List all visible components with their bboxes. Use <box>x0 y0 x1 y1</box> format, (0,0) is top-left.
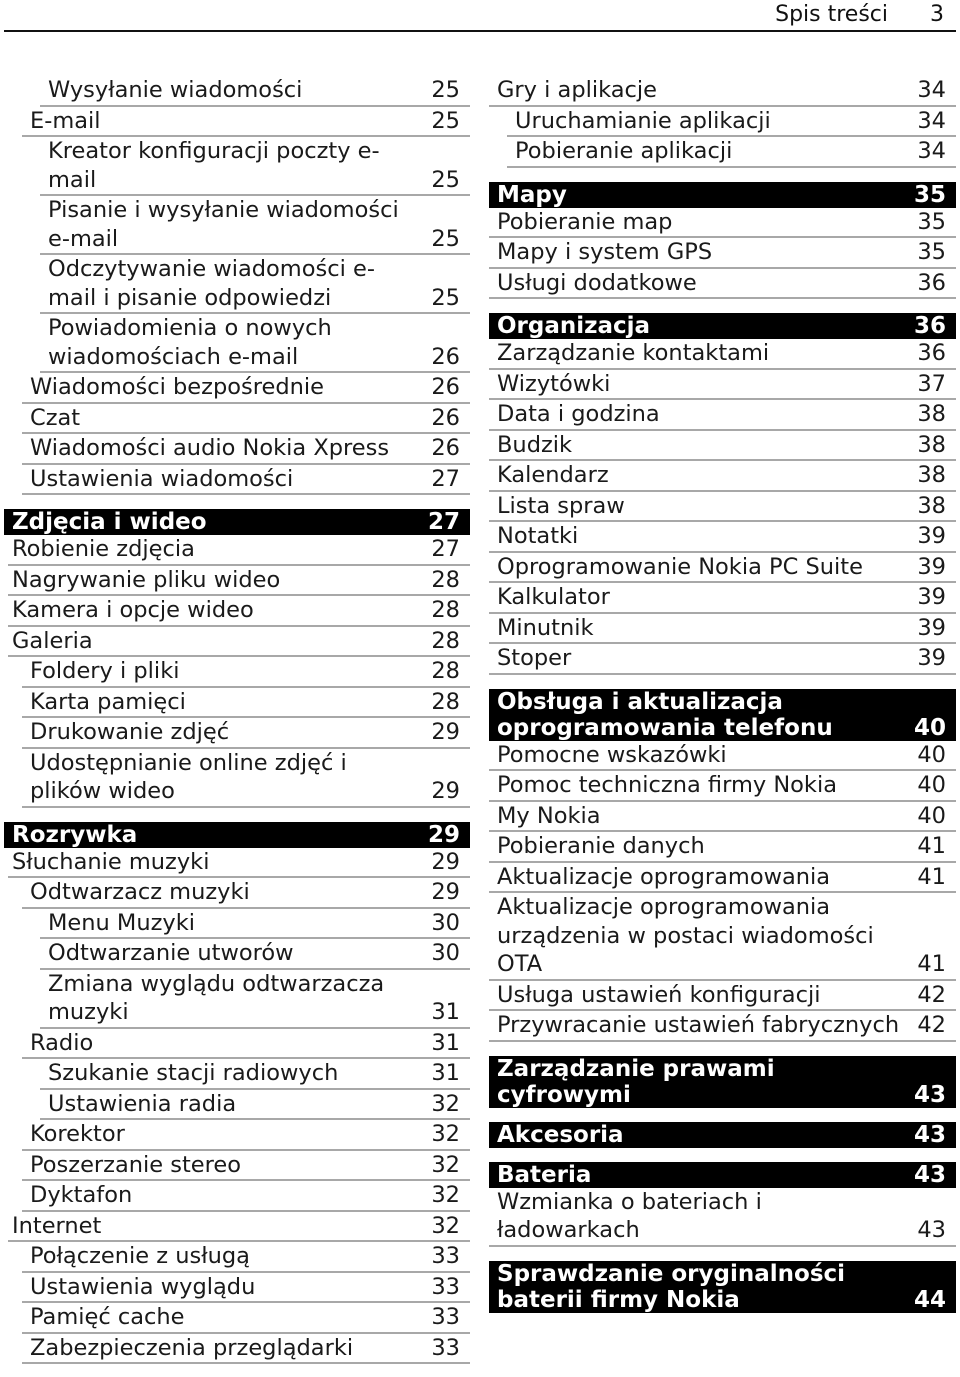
toc-entry-title: Robienie zdjęcia <box>12 536 195 562</box>
toc-entry[interactable] <box>0 878 470 909</box>
toc-entry-page: 40 <box>917 802 946 829</box>
toc-entry-page: 44 <box>913 1286 946 1313</box>
toc-entry[interactable] <box>0 404 470 435</box>
toc-entry[interactable] <box>0 1090 470 1121</box>
toc-entry-page: 25 <box>431 284 460 311</box>
toc-entry-box <box>489 1122 956 1148</box>
toc-entry-page: 38 <box>917 401 946 427</box>
toc-entry-title: Galeria <box>12 627 93 654</box>
toc-entry-page: 28 <box>431 688 460 715</box>
toc-entry-page: 38 <box>917 462 946 488</box>
toc-entry-box <box>8 627 470 658</box>
toc-section-heading[interactable] <box>489 182 956 208</box>
toc-entry-title: Bateria <box>497 1161 592 1188</box>
toc-entry-box <box>489 1261 956 1313</box>
toc-entry-title: E-mail <box>30 107 101 134</box>
toc-entry-box <box>489 802 956 833</box>
toc-entry-page: 35 <box>913 181 946 208</box>
toc-entry-title: Dyktafon <box>30 1182 133 1208</box>
toc-entry-box <box>489 583 956 614</box>
toc-right-column <box>489 76 956 1313</box>
toc-entry-page: 41 <box>917 951 946 977</box>
toc-entry-box <box>40 196 470 255</box>
toc-entry-title: Aktualizacje oprogramowania urządzenia w postaci wiadomości OTA <box>497 894 874 977</box>
toc-entry-page: 32 <box>431 1182 460 1208</box>
toc-entry-box <box>489 461 956 492</box>
toc-entry-page: 28 <box>431 658 460 684</box>
toc-entry-box <box>489 1188 956 1247</box>
toc-entry-title: Wiadomości bezpośrednie <box>30 374 324 400</box>
toc-entry[interactable] <box>489 1188 956 1247</box>
toc-entry-box <box>489 893 956 981</box>
toc-entry-box <box>489 522 956 553</box>
toc-entry-box <box>489 689 956 741</box>
toc-entry-page: 39 <box>917 614 946 641</box>
toc-entry-page: 39 <box>917 584 946 610</box>
toc-entry[interactable] <box>489 431 956 462</box>
toc-entry-title: Obsługa i aktualizacja oprogramowania telefonu <box>497 688 833 741</box>
toc-entry-page: 32 <box>431 1090 460 1117</box>
toc-entry[interactable] <box>489 863 956 894</box>
toc-entry-title: Oprogramowanie Nokia PC Suite <box>497 553 863 580</box>
toc-entry[interactable] <box>0 107 470 138</box>
toc-entry[interactable] <box>0 718 470 749</box>
toc-section-heading[interactable] <box>489 1122 956 1148</box>
toc-entry-title: Powiadomienia o nowych wiadomościach e-mail <box>48 315 332 370</box>
toc-entry-page: 42 <box>917 981 946 1008</box>
toc-section-heading[interactable] <box>489 313 956 339</box>
toc-entry-box <box>489 553 956 584</box>
toc-entry[interactable] <box>489 741 956 772</box>
toc-entry-box <box>8 596 470 627</box>
toc-entry[interactable] <box>489 400 956 431</box>
toc-entry-page: 32 <box>431 1121 460 1147</box>
toc-entry-title: Sprawdzanie oryginalności baterii firmy Nokia <box>497 1260 846 1313</box>
toc-entry-page: 29 <box>427 821 460 848</box>
toc-entry-box <box>22 718 470 749</box>
toc-entry-box <box>8 566 470 597</box>
toc-entry-page: 34 <box>917 138 946 164</box>
toc-left-column <box>0 76 470 1364</box>
toc-entry[interactable] <box>0 373 470 404</box>
toc-entry[interactable] <box>489 583 956 614</box>
toc-entry-page: 25 <box>431 225 460 252</box>
toc-entry-box <box>22 1151 470 1182</box>
toc-entry-box <box>489 981 956 1012</box>
toc-entry-title: Przywracanie ustawień fabrycznych <box>497 1012 900 1038</box>
toc-entry-box <box>489 339 956 370</box>
toc-entry-box <box>507 137 956 168</box>
toc-entry[interactable] <box>0 1242 470 1273</box>
toc-entry-title: Wizytówki <box>497 370 611 397</box>
toc-entry[interactable] <box>0 465 470 496</box>
toc-section-heading[interactable] <box>0 509 470 535</box>
toc-entry-title: Rozrywka <box>12 821 138 848</box>
toc-entry-box <box>22 749 470 808</box>
toc-entry[interactable] <box>0 1303 470 1334</box>
toc-entry-box <box>4 822 470 848</box>
toc-entry-title: Wysyłanie wiadomości <box>48 77 303 103</box>
toc-entry-page: 34 <box>917 107 946 134</box>
toc-entry-box <box>22 107 470 138</box>
header-title: Spis treści <box>775 2 888 27</box>
toc-entry-title: Uruchamianie aplikacji <box>515 107 771 134</box>
toc-entry-title: Ustawienia wyglądu <box>30 1273 256 1300</box>
toc-entry-title: Pobieranie aplikacji <box>515 138 733 164</box>
toc-entry-box <box>22 688 470 719</box>
toc-entry-box <box>489 370 956 401</box>
toc-entry-box <box>40 1059 470 1090</box>
toc-entry-title: Słuchanie muzyki <box>12 848 210 875</box>
toc-entry[interactable] <box>489 771 956 802</box>
toc-entry-title: Zabezpieczenia przeglądarki <box>30 1334 354 1361</box>
toc-entry-title: Nagrywanie pliku wideo <box>12 566 281 593</box>
toc-entry-page: 31 <box>431 1029 460 1056</box>
toc-section-heading[interactable] <box>489 1261 956 1313</box>
toc-entry[interactable] <box>0 1120 470 1151</box>
toc-entry-box <box>8 535 470 566</box>
toc-entry-title: Minutnik <box>497 614 594 641</box>
toc-entry-box <box>507 107 956 138</box>
toc-entry-title: Pomoc techniczna firmy Nokia <box>497 772 838 798</box>
toc-entry-title: Radio <box>30 1029 94 1056</box>
toc-entry-box <box>22 657 470 688</box>
toc-entry-box <box>8 1212 470 1243</box>
toc-entry-box <box>22 1120 470 1151</box>
toc-entry-title: Pomocne wskazówki <box>497 741 727 768</box>
toc-section-heading[interactable] <box>0 822 470 848</box>
toc-entry-title: Zarządzanie kontaktami <box>497 340 770 366</box>
toc-entry[interactable] <box>0 137 470 196</box>
toc-entry-box <box>22 465 470 496</box>
toc-entry-box <box>489 1056 956 1108</box>
toc-entry-page: 30 <box>431 940 460 966</box>
toc-entry[interactable] <box>489 644 956 675</box>
toc-entry-page: 32 <box>431 1212 460 1239</box>
toc-entry-page: 25 <box>431 77 460 103</box>
toc-entry-box <box>40 76 470 107</box>
toc-entry-title: Notatki <box>497 523 579 549</box>
toc-entry-title: Wzmianka o bateriach i ładowarkach <box>497 1188 762 1243</box>
toc-entry-box <box>40 1090 470 1121</box>
toc-entry[interactable] <box>0 688 470 719</box>
toc-entry-page: 40 <box>917 772 946 798</box>
toc-entry-page: 29 <box>431 778 460 804</box>
toc-entry-title: Lista spraw <box>497 492 625 519</box>
toc-entry-title: My Nokia <box>497 802 601 829</box>
toc-entry-title: Aktualizacje oprogramowania <box>497 863 831 890</box>
toc-entry[interactable] <box>0 1334 470 1365</box>
toc-entry-page: 41 <box>917 833 946 859</box>
toc-entry[interactable] <box>489 832 956 863</box>
toc-entry-box <box>489 644 956 675</box>
toc-entry-page: 29 <box>431 848 460 875</box>
toc-entry-page: 36 <box>917 269 946 296</box>
toc-entry-title: Wiadomości audio Nokia Xpress <box>30 435 390 461</box>
toc-entry[interactable] <box>0 1151 470 1182</box>
toc-entry-title: Odtwarzanie utworów <box>48 940 294 966</box>
toc-entry-page: 27 <box>427 509 460 535</box>
toc-entry-box <box>40 939 470 970</box>
toc-entry-title: Menu Muzyki <box>48 909 196 936</box>
toc-entry-title: Czat <box>30 404 81 431</box>
toc-entry-box <box>40 137 470 196</box>
toc-entry[interactable] <box>489 339 956 370</box>
toc-entry-box <box>22 404 470 435</box>
toc-entry-box <box>489 400 956 431</box>
toc-entry-box <box>489 238 956 269</box>
toc-entry-title: Internet <box>12 1212 102 1239</box>
toc-entry[interactable] <box>0 196 470 255</box>
toc-entry-page: 43 <box>913 1081 946 1108</box>
toc-entry-page: 40 <box>917 741 946 768</box>
toc-entry-box <box>22 878 470 909</box>
toc-entry[interactable] <box>489 461 956 492</box>
toc-entry-title: Szukanie stacji radiowych <box>48 1060 339 1086</box>
toc-entry[interactable] <box>489 893 956 981</box>
toc-entry-page: 43 <box>913 1121 946 1148</box>
toc-entry-page: 36 <box>913 313 946 339</box>
toc-entry-page: 28 <box>431 627 460 654</box>
toc-entry-title: Pobieranie danych <box>497 833 705 859</box>
toc-entry[interactable] <box>0 939 470 970</box>
toc-entry[interactable] <box>489 614 956 645</box>
toc-entry-title: Udostępnianie online zdjęć i plików wideo <box>30 749 347 804</box>
toc-entry-title: Kreator konfiguracji poczty e-mail <box>48 138 380 193</box>
toc-entry-page: 33 <box>431 1334 460 1361</box>
toc-entry-page: 25 <box>431 107 460 134</box>
toc-entry-title: Usługi dodatkowe <box>497 269 697 296</box>
toc-entry-box <box>22 1334 470 1365</box>
toc-entry[interactable] <box>0 76 470 107</box>
toc-entry[interactable] <box>489 238 956 269</box>
toc-entry-title: Usługa ustawień konfiguracji <box>497 981 821 1008</box>
toc-entry-title: Gry i aplikacje <box>497 77 658 103</box>
toc-entry-box <box>489 741 956 772</box>
toc-entry-box <box>22 1181 470 1212</box>
toc-section-heading[interactable] <box>489 1056 956 1108</box>
toc-entry[interactable] <box>0 1273 470 1304</box>
toc-entry[interactable] <box>489 208 956 239</box>
toc-entry[interactable] <box>489 76 956 107</box>
toc-entry[interactable] <box>0 434 470 465</box>
toc-section-heading[interactable] <box>489 1162 956 1188</box>
toc-entry-title: Połączenie z usługą <box>30 1243 250 1269</box>
toc-entry-page: 36 <box>917 340 946 366</box>
toc-entry-box <box>40 255 470 314</box>
toc-entry-title: Pisanie i wysyłanie wiadomości e-mail <box>48 197 399 252</box>
toc-entry-page: 35 <box>917 208 946 235</box>
toc-entry-title: Drukowanie zdjęć <box>30 719 230 745</box>
toc-entry-box <box>40 970 470 1029</box>
toc-entry-box <box>22 1242 470 1273</box>
toc-entry[interactable] <box>0 255 470 314</box>
toc-entry-box <box>489 76 956 107</box>
toc-entry-page: 41 <box>917 863 946 890</box>
toc-entry[interactable] <box>489 107 956 138</box>
toc-entry[interactable] <box>489 802 956 833</box>
toc-entry-box <box>489 1011 956 1042</box>
toc-entry-box <box>22 1273 470 1304</box>
toc-entry-box <box>22 373 470 404</box>
toc-entry[interactable] <box>0 909 470 940</box>
toc-section-heading[interactable] <box>489 689 956 741</box>
toc-entry-box <box>489 771 956 802</box>
toc-entry[interactable] <box>489 981 956 1012</box>
toc-entry-title: Odtwarzacz muzyki <box>30 879 250 905</box>
toc-entry-title: Organizacja <box>497 313 651 339</box>
toc-entry-page: 39 <box>917 553 946 580</box>
toc-entry-box <box>22 1303 470 1334</box>
toc-entry[interactable] <box>489 137 956 168</box>
header-page-number: 3 <box>930 2 944 27</box>
toc-entry[interactable] <box>489 269 956 300</box>
toc-entry-page: 39 <box>917 523 946 549</box>
toc-entry-page: 27 <box>431 536 460 562</box>
toc-entry[interactable] <box>0 848 470 879</box>
toc-entry[interactable] <box>0 1029 470 1060</box>
toc-entry-box <box>22 1029 470 1060</box>
toc-entry-box <box>8 848 470 879</box>
toc-entry-page: 37 <box>917 370 946 397</box>
toc-entry-title: Zdjęcia i wideo <box>12 509 207 535</box>
toc-entry[interactable] <box>0 314 470 373</box>
toc-entry-page: 32 <box>431 1151 460 1178</box>
toc-entry[interactable] <box>0 749 470 808</box>
toc-entry[interactable] <box>489 1011 956 1042</box>
toc-entry-page: 30 <box>431 909 460 936</box>
toc-entry-title: Korektor <box>30 1121 125 1147</box>
toc-entry[interactable] <box>489 492 956 523</box>
toc-entry[interactable] <box>489 553 956 584</box>
toc-entry-page: 40 <box>913 714 946 741</box>
toc-entry-page: 43 <box>917 1217 946 1243</box>
toc-entry-box <box>489 269 956 300</box>
toc-entry-title: Budzik <box>497 431 573 458</box>
toc-entry-box <box>489 863 956 894</box>
toc-entry-box <box>22 434 470 465</box>
toc-entry-page: 28 <box>431 597 460 623</box>
toc-entry-page: 33 <box>431 1243 460 1269</box>
toc-entry-page: 34 <box>917 77 946 103</box>
toc-entry-box <box>489 832 956 863</box>
toc-entry-page: 31 <box>431 999 460 1025</box>
toc-entry-page: 26 <box>431 374 460 400</box>
toc-entry[interactable] <box>0 1212 470 1243</box>
toc-entry-page: 43 <box>913 1161 946 1188</box>
toc-entry-title: Data i godzina <box>497 401 660 427</box>
toc-entry-box <box>489 208 956 239</box>
toc-entry-title: Ustawienia radia <box>48 1090 237 1117</box>
toc-entry-title: Akcesoria <box>497 1121 624 1148</box>
toc-entry-box <box>4 509 470 535</box>
toc-entry-title: Kalkulator <box>497 584 610 610</box>
toc-entry-title: Karta pamięci <box>30 688 186 715</box>
toc-entry[interactable] <box>0 657 470 688</box>
toc-entry-box <box>489 614 956 645</box>
toc-entry-title: Mapy i system GPS <box>497 239 713 265</box>
toc-entry[interactable] <box>489 522 956 553</box>
toc-entry-title: Pobieranie map <box>497 208 673 235</box>
toc-entry-page: 35 <box>917 239 946 265</box>
toc-entry-box <box>40 909 470 940</box>
toc-entry-title: Mapy <box>497 181 567 208</box>
toc-entry[interactable] <box>489 370 956 401</box>
toc-entry[interactable] <box>0 566 470 597</box>
toc-entry-title: Kalendarz <box>497 462 609 488</box>
toc-entry-page: 31 <box>431 1060 460 1086</box>
toc-entry-page: 26 <box>431 435 460 461</box>
page-header <box>4 0 956 32</box>
toc-entry-page: 29 <box>431 719 460 745</box>
toc-entry-title: Foldery i pliki <box>30 658 180 684</box>
toc-entry-title: Pamięć cache <box>30 1304 185 1330</box>
toc-entry-box <box>489 1162 956 1188</box>
toc-entry-page: 26 <box>431 404 460 431</box>
toc-entry-page: 38 <box>917 431 946 458</box>
toc-entry-box <box>489 313 956 339</box>
toc-entry[interactable] <box>0 1059 470 1090</box>
toc-entry-title: Stoper <box>497 645 572 671</box>
toc-entry[interactable] <box>0 1181 470 1212</box>
toc-entry-title: Zarządzanie prawami cyfrowymi <box>497 1055 775 1108</box>
toc-entry-box <box>489 492 956 523</box>
toc-entry-title: Zmiana wyglądu odtwarzacza muzyki <box>48 970 385 1025</box>
toc-entry[interactable] <box>0 596 470 627</box>
toc-entry-page: 26 <box>431 343 460 370</box>
toc-entry[interactable] <box>0 970 470 1029</box>
toc-entry-page: 28 <box>431 566 460 593</box>
toc-entry-page: 39 <box>917 645 946 671</box>
toc-entry-title: Kamera i opcje wideo <box>12 597 254 623</box>
toc-entry-title: Odczytywanie wiadomości e-mail i pisanie odpowiedzi <box>48 256 375 311</box>
toc-entry-title: Ustawienia wiadomości <box>30 465 294 492</box>
toc-entry-box <box>40 314 470 373</box>
toc-entry[interactable] <box>0 627 470 658</box>
toc-entry-page: 25 <box>431 166 460 193</box>
toc-entry-page: 29 <box>431 879 460 905</box>
toc-entry[interactable] <box>0 535 470 566</box>
toc-entry-page: 33 <box>431 1304 460 1330</box>
toc-entry-page: 27 <box>431 465 460 492</box>
toc-entry-page: 33 <box>431 1273 460 1300</box>
toc-entry-title: Poszerzanie stereo <box>30 1151 242 1178</box>
toc-entry-page: 42 <box>917 1012 946 1038</box>
toc-entry-page: 38 <box>917 492 946 519</box>
toc-entry-box <box>489 431 956 462</box>
toc-entry-box <box>489 182 956 208</box>
